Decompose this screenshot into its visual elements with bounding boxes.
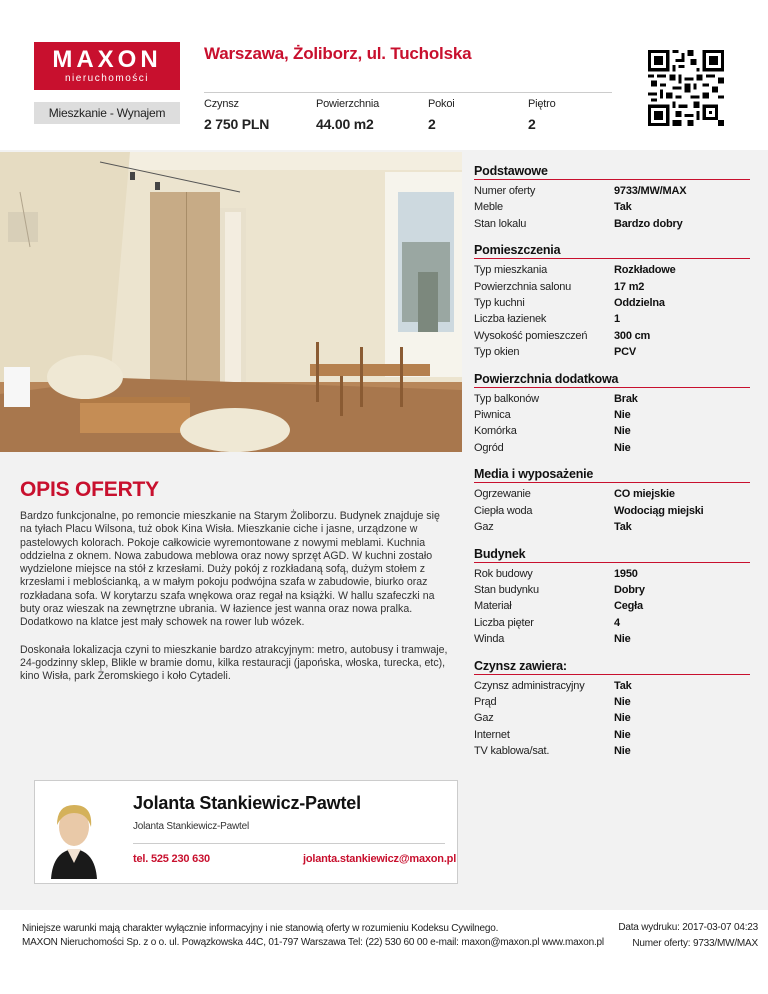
spec-value: Nie [614,695,631,708]
spec-key: Gaz [474,712,494,725]
spec-row [474,678,750,694]
divider [204,92,612,93]
spec-key: Materiał [474,600,512,613]
stat-label: Powierzchnia [316,98,380,110]
spec-key: Piwnica [474,409,511,422]
offer-type-badge: Mieszkanie - Wynajem [34,102,180,124]
specs-panel [474,164,750,771]
description-title: OPIS OFERTY [20,478,159,501]
spec-row [474,199,750,215]
spec-value: Nie [614,441,631,454]
spec-value: 4 [614,616,620,629]
spec-value: Nie [614,409,631,422]
agent-phone-link[interactable]: tel. 525 230 630 [133,853,210,865]
spec-row [474,262,750,278]
spec-row [474,727,750,743]
spec-row [474,503,750,519]
spec-value: Cegła [614,600,643,613]
footer-company: MAXON Nieruchomości Sp. z o o. ul. Powązkowska 44C, 01-797 Warszawa Tel: (22) 530 60 00 e-mail: maxon@maxon.pl www.maxon.pl [22,937,604,948]
spec-row [474,295,750,311]
spec-value: Bardzo dobry [614,217,683,230]
listing-title: Warszawa, Żoliborz, ul. Tucholska [204,44,472,63]
footer-meta [618,920,758,952]
spec-key: Typ okien [474,346,520,359]
spec-key: Rok budowy [474,567,533,580]
spec-value: Rozkładowe [614,264,676,277]
stat-area [316,98,379,132]
section-title: Podstawowe [474,164,750,180]
spec-key: Ciepła woda [474,504,533,517]
agent-subtitle: Jolanta Stankiewicz-Pawtel [133,821,249,832]
stat-value: 2 [528,116,536,132]
agent-name: Jolanta Stankiewicz-Pawtel [133,793,361,813]
spec-row [474,566,750,582]
spec-value: Nie [614,633,631,646]
spec-key: Powierzchnia salonu [474,280,572,293]
spec-row [474,216,750,232]
spec-value: PCV [614,346,637,359]
spec-value: Oddzielna [614,297,665,310]
agent-email-link[interactable]: jolanta.stankiewicz@maxon.pl [303,853,457,865]
spec-row [474,615,750,631]
header [0,0,768,150]
logo-brand: MAXON [52,46,162,73]
section-budynek [474,547,750,648]
spec-key: Stan lokalu [474,217,527,230]
spec-row [474,694,750,710]
stat-rooms [428,98,455,132]
spec-row [474,183,750,199]
qr-code-icon[interactable] [648,50,724,126]
spec-key: Internet [474,728,510,741]
spec-row [474,328,750,344]
spec-row [474,743,750,759]
spec-key: TV kablowa/sat. [474,745,550,758]
spec-value: 1 [614,313,620,326]
spec-row [474,486,750,502]
maxon-logo[interactable] [34,42,180,90]
spec-value: Nie [614,425,631,438]
offer-number: Numer oferty: 9733/MW/MAX [632,938,758,949]
stat-rent [204,98,269,132]
spec-value: Nie [614,745,631,758]
section-title: Czynsz zawiera: [474,659,750,675]
spec-key: Liczba łazienek [474,313,547,326]
spec-value: 300 cm [614,329,651,342]
spec-key: Gaz [474,521,494,534]
spec-value: Brak [614,392,638,405]
spec-row [474,391,750,407]
spec-key: Wysokość pomieszczeń [474,329,588,342]
section-title: Powierzchnia dodatkowa [474,372,750,388]
spec-row [474,311,750,327]
spec-row [474,598,750,614]
footer-disclaimer: Niniejsze warunki mają charakter wyłącznie informacyjny i nie stanowią oferty w rozumieniu Kodeksu Cywilnego. [22,923,499,934]
spec-key: Typ mieszkania [474,264,548,277]
apartment-photo[interactable] [0,152,462,452]
spec-row [474,631,750,647]
agent-card [34,780,458,884]
spec-key: Ogród [474,441,504,454]
stat-floor [528,98,556,132]
spec-value: CO miejskie [614,488,675,501]
spec-value: 1950 [614,567,638,580]
stat-value: 44.00 m2 [316,116,374,132]
section-media [474,467,750,535]
section-pomieszczenia [474,243,750,360]
agent-avatar [41,791,107,879]
spec-value: Dobry [614,583,645,596]
spec-key: Komórka [474,425,517,438]
logo-tagline: nieruchomości [65,73,149,84]
section-podstawowe [474,164,750,232]
spec-row [474,519,750,535]
stat-value: 2 [428,116,436,132]
spec-key: Czynsz administracyjny [474,679,585,692]
description-paragraph: Bardzo funkcjonalne, po remoncie mieszkanie na Starym Żoliborzu. Budynek znajduje się na tyłach Placu Wilsona, tuż obok Kina Wisła. Mieszkanie ciche i jasne, urządzone w pastelowych kolorach. Pokoje całkowicie wyremontowane z nowymi meblami. Kuchnia oddzielna z oknem. Nowa zabudowa meblowa oraz nowy sprzęt AGD. W kuchni zostało wydzielone miejsce na stół z krzesłami. Duży pokój z rozkładaną sofą, dużym stołem z krzesłami i meblościanką, a w małym pokoju podwójna szafa w zabudowie, biurko oraz rozkładana sofa. W korytarzu szafa wnękowa oraz regał na książki. W hallu szafeczki na buty oraz wieszak na zewnętrzne ubrania. W łazience jest wanna oraz nowa pralka. Dodatkowo na klatce jest mały schowek na rower lub wózek. [20,510,440,629]
spec-key: Liczba pięter [474,616,534,629]
spec-value: Tak [614,679,632,692]
spec-value: Wodociąg miejski [614,504,704,517]
spec-row [474,279,750,295]
section-czynsz-zawiera [474,659,750,760]
spec-value: 17 m2 [614,280,645,293]
spec-value: Nie [614,712,631,725]
spec-row [474,407,750,423]
divider [133,843,445,844]
spec-key: Typ balkonów [474,392,539,405]
section-title: Budynek [474,547,750,563]
spec-key: Typ kuchni [474,297,525,310]
spec-value: Tak [614,201,632,214]
spec-key: Prąd [474,695,497,708]
print-date: Data wydruku: 2017-03-07 04:23 [618,922,758,933]
spec-key: Winda [474,633,505,646]
section-title: Media i wyposażenie [474,467,750,483]
spec-row [474,423,750,439]
section-title: Pomieszczenia [474,243,750,259]
spec-key: Ogrzewanie [474,488,531,501]
spec-key: Meble [474,201,503,214]
stat-label: Piętro [528,98,556,110]
spec-row [474,440,750,456]
spec-row [474,344,750,360]
stat-label: Pokoi [428,98,455,110]
spec-key: Stan budynku [474,583,539,596]
section-powierzchnia-dodatkowa [474,372,750,457]
spec-key: Numer oferty [474,185,536,197]
spec-row [474,582,750,598]
stat-value: 2 750 PLN [204,116,270,132]
spec-value: Nie [614,728,631,741]
spec-row [474,710,750,726]
description-paragraph: Doskonała lokalizacja czyni to mieszkanie bardzo atrakcyjnym: metro, autobusy i tramwaje, 24-godzinny sklep, Blikle w bramie domu, kilka restauracji (japońska, włoska, turecka, etc), kino Wisła, park Żeromskiego i koło Cytadeli. [20,643,448,683]
spec-value: 9733/MW/MAX [614,185,687,197]
stat-label: Czynsz [204,98,239,110]
spec-value: Tak [614,521,632,534]
description-body [20,510,452,698]
footer-info [22,922,604,950]
